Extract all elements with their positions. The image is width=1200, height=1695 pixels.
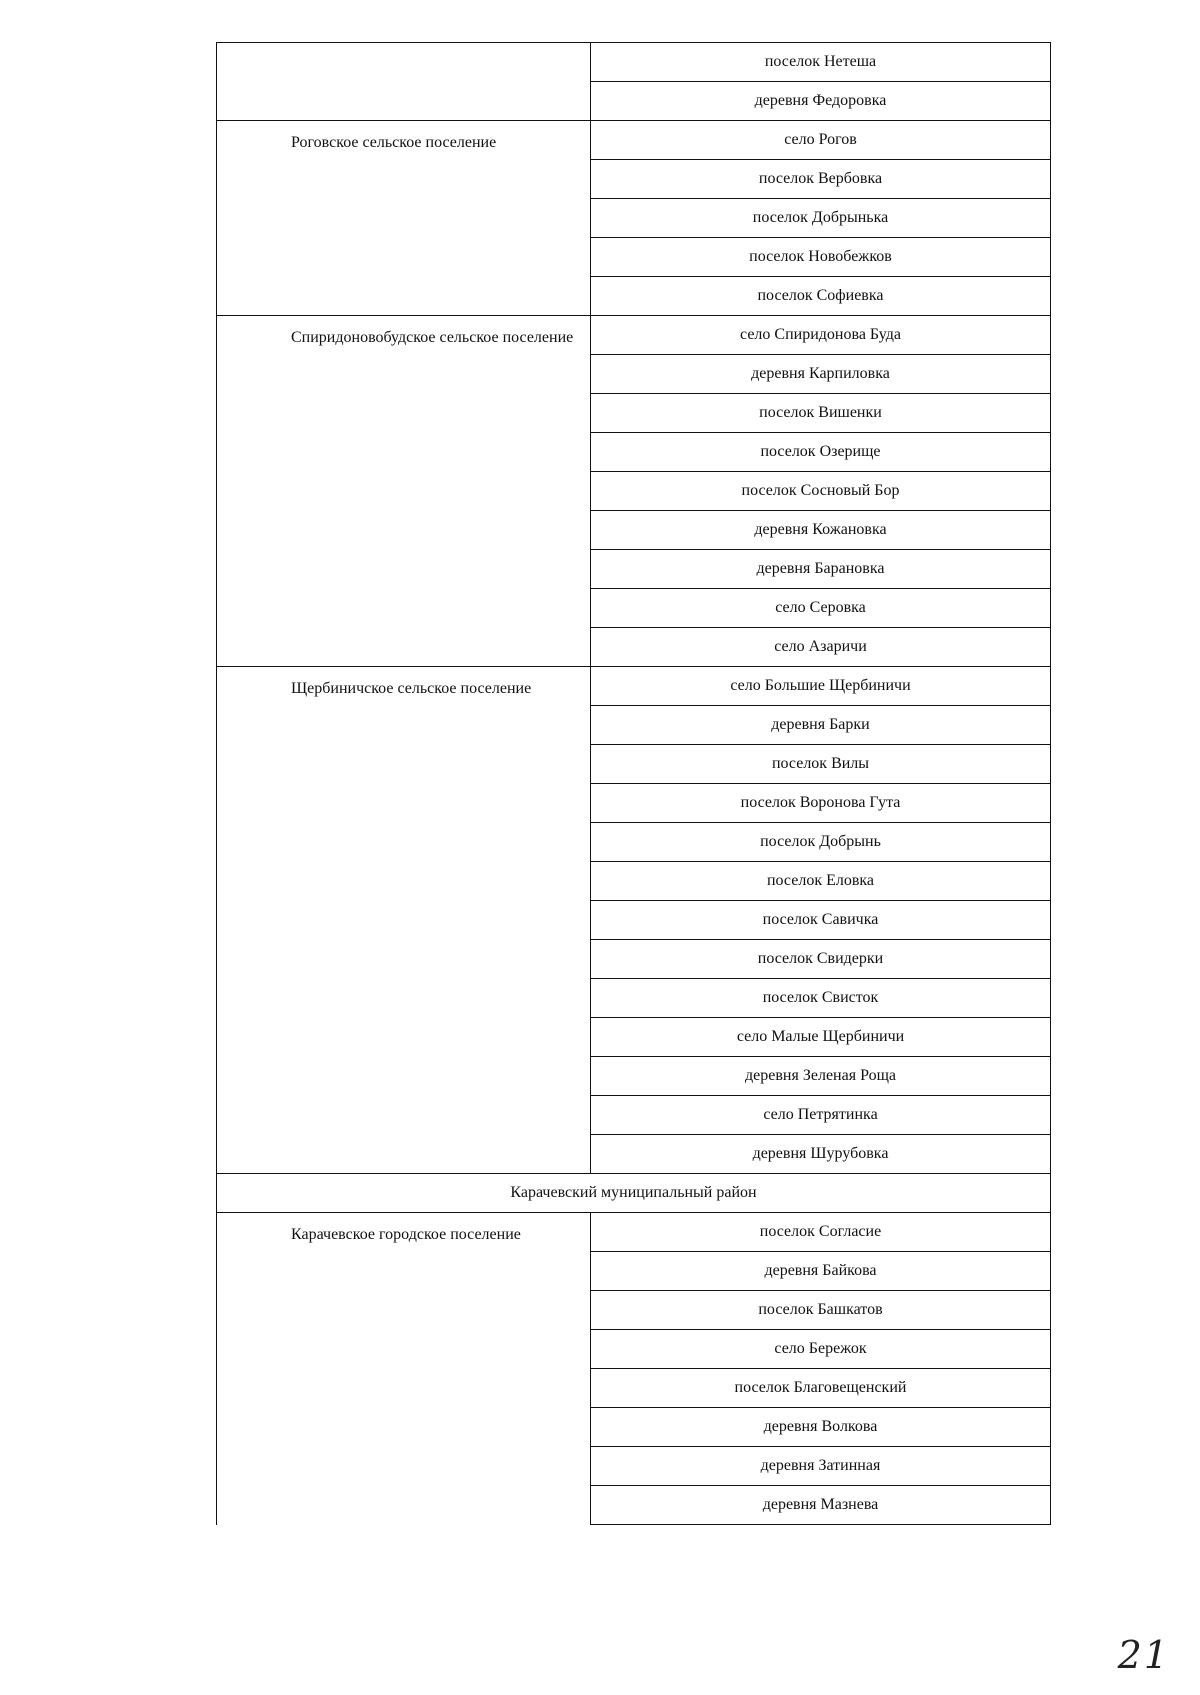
settlement-cell: деревня Карпиловка [591, 355, 1051, 394]
settlement-cell: поселок Вишенки [591, 394, 1051, 433]
settlement-cell: деревня Шурубовка [591, 1135, 1051, 1174]
municipality-name: Щербиничское сельское поселение [291, 680, 532, 697]
empty-municipality-cell [217, 43, 591, 121]
settlement-cell: поселок Благовещенский [591, 1369, 1051, 1408]
page-number: 21 [1117, 1633, 1170, 1677]
municipality-cell [217, 121, 591, 316]
settlement-cell: деревня Кожановка [591, 511, 1051, 550]
settlement-cell: село Малые Щербиничи [591, 1018, 1051, 1057]
municipality-name: Роговское сельское поселение [291, 134, 497, 151]
settlement-cell: село Большие Щербиничи [591, 667, 1051, 706]
settlement-cell: поселок Свидерки [591, 940, 1051, 979]
municipality-name: Спиридоновобудское сельское поселение [291, 329, 574, 346]
settlement-cell: поселок Вербовка [591, 160, 1051, 199]
settlement-cell: поселок Добрынька [591, 199, 1051, 238]
settlement-cell: поселок Еловка [591, 862, 1051, 901]
settlement-cell: деревня Барки [591, 706, 1051, 745]
table-row [217, 43, 1051, 82]
settlement-cell: поселок Башкатов [591, 1291, 1051, 1330]
settlement-cell: село Рогов [591, 121, 1051, 160]
settlement-cell: поселок Озерище [591, 433, 1051, 472]
settlement-cell: деревня Барановка [591, 550, 1051, 589]
settlement-cell: деревня Федоровка [591, 82, 1051, 121]
settlement-cell: поселок Свисток [591, 979, 1051, 1018]
settlement-cell: село Спиридонова Буда [591, 316, 1051, 355]
settlement-cell: поселок Савичка [591, 901, 1051, 940]
table-row [217, 316, 1051, 355]
table-row [217, 667, 1051, 706]
settlement-cell: деревня Волкова [591, 1408, 1051, 1447]
municipality-cell [217, 667, 591, 1174]
settlements-table [216, 42, 1051, 1525]
settlement-cell: село Азаричи [591, 628, 1051, 667]
table-row [217, 121, 1051, 160]
settlement-cell: поселок Согласие [591, 1213, 1051, 1252]
settlement-cell: поселок Новобежков [591, 238, 1051, 277]
settlement-cell: поселок Нетеша [591, 43, 1051, 82]
settlement-cell: деревня Байкова [591, 1252, 1051, 1291]
settlement-cell: поселок Добрынь [591, 823, 1051, 862]
settlement-cell: поселок Сосновый Бор [591, 472, 1051, 511]
table-body [217, 43, 1051, 1525]
settlement-cell: поселок Воронова Гута [591, 784, 1051, 823]
settlement-cell: село Петрятинка [591, 1096, 1051, 1135]
district-header-row [217, 1174, 1051, 1213]
settlement-cell: деревня Зеленая Роща [591, 1057, 1051, 1096]
municipality-cell [217, 316, 591, 667]
district-header: Карачевский муниципальный район [217, 1174, 1051, 1213]
settlement-cell: село Бережок [591, 1330, 1051, 1369]
table-row [217, 1213, 1051, 1252]
settlement-cell: деревня Мазнева [591, 1486, 1051, 1525]
settlement-cell: поселок Софиевка [591, 277, 1051, 316]
municipality-name: Карачевское городское поселение [291, 1226, 521, 1243]
settlement-cell: село Серовка [591, 589, 1051, 628]
settlement-cell: деревня Затинная [591, 1447, 1051, 1486]
municipality-cell [217, 1213, 591, 1525]
settlement-cell: поселок Вилы [591, 745, 1051, 784]
